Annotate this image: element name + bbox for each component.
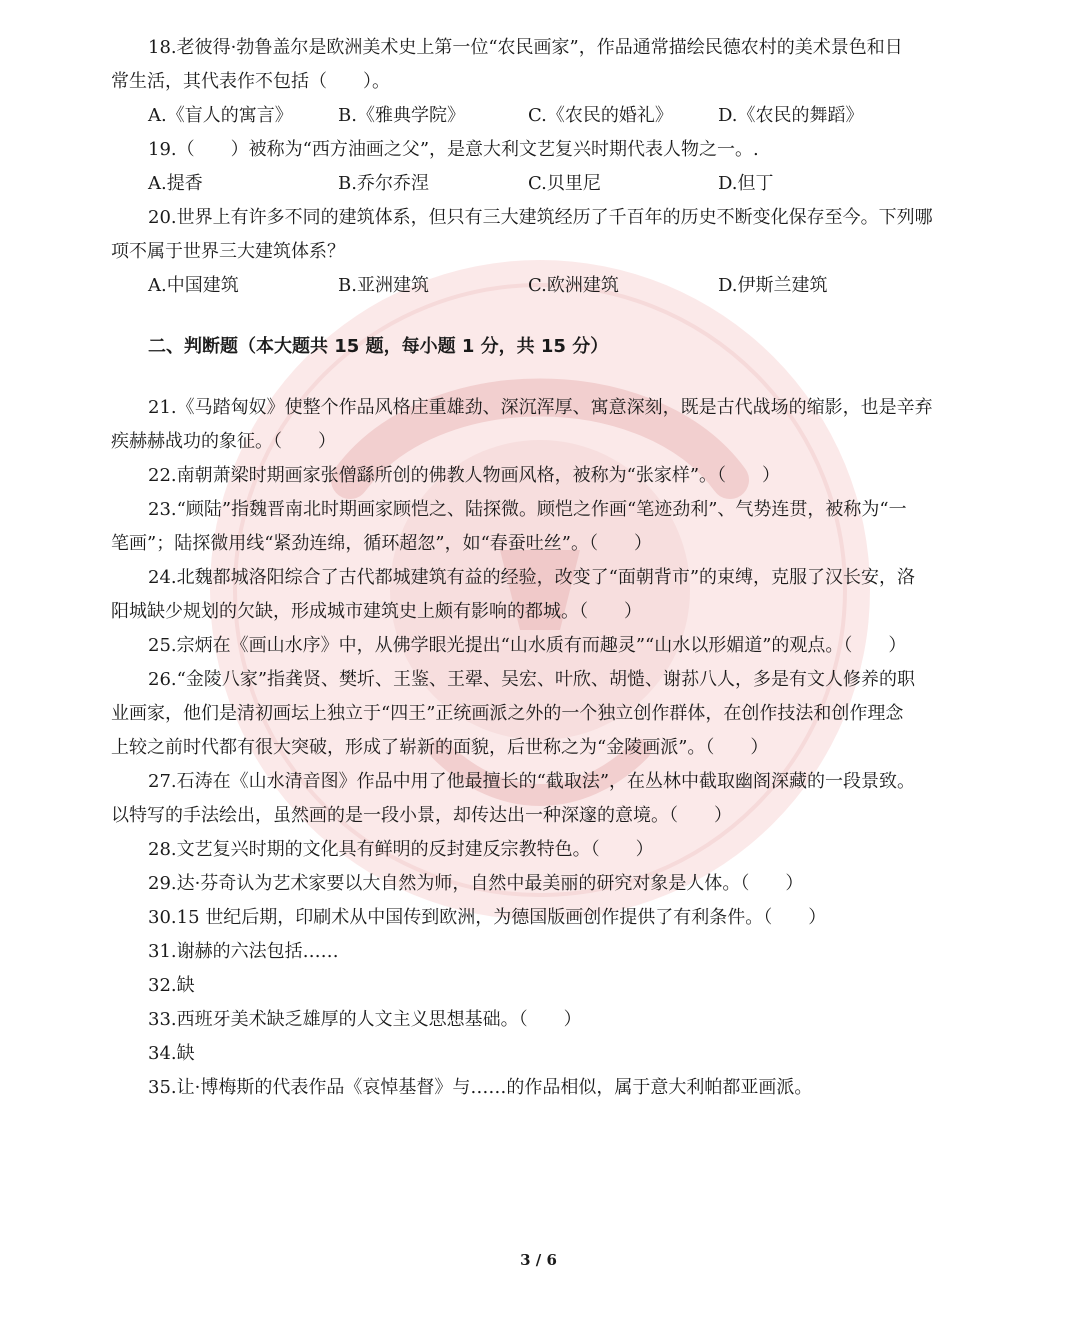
q19-option-d: D.但丁 [718,173,774,194]
q20-option-d: D.伊斯兰建筑 [718,275,828,296]
q24-line1: 24.北魏都城洛阳综合了古代都城建筑有益的经验，改变了“面朝背市”的束缚，克服了汉长安，洛 [148,567,916,588]
q30-line1: 30.15 世纪后期，印刷术从中国传到欧洲，为德国版画创作提供了有利条件。（ ） [148,907,827,928]
q23-line2: 笔画”；陆探微用线“紧劲连绵，循环超忽”，如“春蚕吐丝”。（ ） [111,533,653,554]
q20-option-b: B.亚洲建筑 [338,275,429,296]
q19-line1: 19.（ ）被称为“西方油画之父”，是意大利文艺复兴时期代表人物之一。. [148,139,759,160]
q35-line1: 35.让·博梅斯的代表作品《哀悼基督》与……的作品相似，属于意大利帕都亚画派。 [148,1077,813,1098]
q22-line1: 22.南朝萧梁时期画家张僧繇所创的佛教人物画风格，被称为“张家样”。（ ） [148,465,781,486]
page-number: 3 / 6 [520,1251,557,1269]
q28-line1: 28.文艺复兴时期的文化具有鲜明的反封建反宗教特色。（ ） [148,839,654,860]
q20-line1: 20.世界上有许多不同的建筑体系，但只有三大建筑经历了千百年的历史不断变化保存至今。下列哪 [148,207,933,228]
q19-option-b: B.乔尔乔涅 [338,173,429,194]
q19-option-c: C.贝里尼 [528,173,601,194]
section-2-title: 二、判断题（本大题共 15 题，每小题 1 分，共 15 分） [148,336,609,357]
q19-option-a: A.提香 [148,173,203,194]
q27-line1: 27.石涛在《山水清音图》作品中用了他最擅长的“截取法”，在丛林中截取幽阁深藏的一段景致。 [148,771,916,792]
q32-line1: 32.缺 [148,975,195,996]
q29-line1: 29.达·芬奇认为艺术家要以大自然为师，自然中最美丽的研究对象是人体。（ ） [148,873,804,894]
q26-line1: 26.“金陵八家”指龚贤、樊圻、王鉴、王翚、吴宏、叶欣、胡慥、谢荪八人，多是有文人修养的职 [148,669,916,690]
q18-option-a: A.《盲人的寓言》 [148,105,293,126]
q18-option-d: D.《农民的舞蹈》 [718,105,864,126]
q31-line1: 31.谢赫的六法包括…… [148,941,339,962]
q20-option-c: C.欧洲建筑 [528,275,619,296]
q18-line1: 18.老彼得·勃鲁盖尔是欧洲美术史上第一位“农民画家”，作品通常描绘民德农村的美术景色和日 [148,37,903,58]
q27-line2: 以特写的手法绘出，虽然画的是一段小景，却传达出一种深邃的意境。（ ） [111,805,732,826]
q18-option-b: B.《雅典学院》 [338,105,465,126]
q20-line2: 项不属于世界三大建筑体系？ [111,241,345,262]
q25-line1: 25.宗炳在《画山水序》中，从佛学眼光提出“山水质有而趣灵”“山水以形媚道”的观点。（ ） [148,635,907,656]
q33-line1: 33.西班牙美术缺乏雄厚的人文主义思想基础。（ ） [148,1009,582,1030]
q21-line1: 21.《马踏匈奴》使整个作品风格庄重雄劲、深沉浑厚、寓意深刻，既是古代战场的缩影，也是辛弃 [148,397,933,418]
q24-line2: 阳城缺少规划的欠缺，形成城市建筑史上颇有影响的都城。（ ） [111,601,642,622]
q20-option-a: A.中国建筑 [148,275,239,296]
q34-line1: 34.缺 [148,1043,195,1064]
q18-line2: 常生活，其代表作不包括（ ）。 [111,71,390,92]
q26-line3: 上较之前时代都有很大突破，形成了崭新的面貌，后世称之为“金陵画派”。（ ） [111,737,769,758]
q21-line2: 疾赫赫战功的象征。（ ） [111,431,336,452]
q23-line1: 23.“顾陆”指魏晋南北时期画家顾恺之、陆探微。顾恺之作画“笔迹劲利”、气势连贯，被称为“一 [148,499,907,520]
q26-line2: 业画家，他们是清初画坛上独立于“四王”正统画派之外的一个独立创作群体，在创作技法和创作理念 [111,703,904,724]
q18-option-c: C.《农民的婚礼》 [528,105,673,126]
